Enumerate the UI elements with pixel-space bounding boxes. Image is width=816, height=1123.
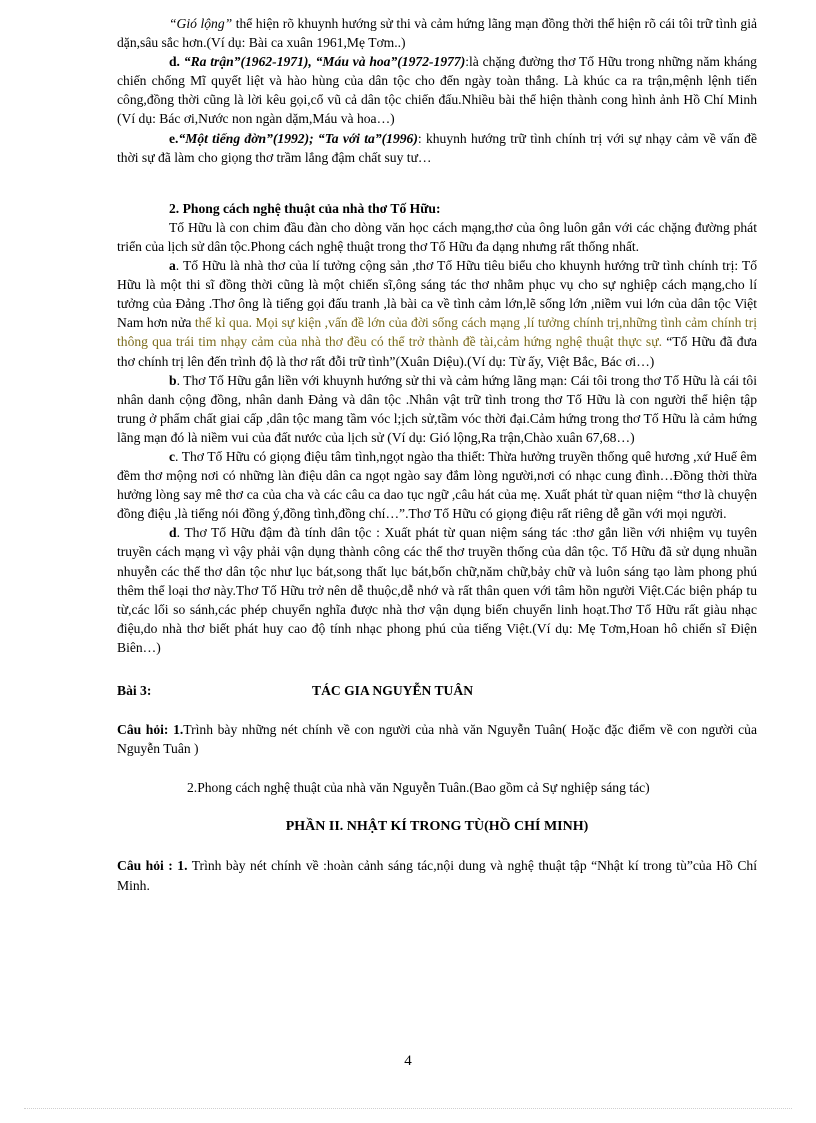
question-1 <box>117 720 757 758</box>
paragraph-gio-long <box>117 14 757 52</box>
page-number: 4 <box>404 1053 412 1069</box>
item-label: d. <box>169 54 180 70</box>
paragraph-text: : khuynh hướng trữ tình chính trị với sự nhạy cảm về vấn đề thời sự đã làm cho giọng thơ trầm lắng đậm chất suy tư… <box>117 130 757 165</box>
document-page <box>117 14 757 895</box>
paragraph-text: . Thơ Tố Hữu có giọng điệu tâm tình,ngọt ngào tha thiết: Thừa hưởng truyền thống quê hương ,xứ Huế êm đềm thơ mộng nơi có những làn điệu dân ca ngọt ngào say đắm lòng người,nơi có nhạc cung đình…Đồng thời thừa hưởng lòng say mê thơ ca của cha và các câu ca dao tục ngữ ,câu hát của mẹ. Xuất phát từ quan niệm “thơ là chuyện đồng điệu ,là tiếng nói đồng ý,đồng tình,đồng chí…”.Thơ Tố Hữu có giọng điệu rất riêng dễ gần với mọi người. <box>117 448 757 522</box>
question-label: Câu hỏi : 1. <box>117 858 188 874</box>
question-text: Trình bày nét chính về :hoàn cảnh sáng tác,nội dung và nghệ thuật tập “Nhật kí trong tù”của Hồ Chí Minh. <box>117 858 757 893</box>
question-label: Câu hỏi: 1. <box>117 722 184 738</box>
poem-title: “Một tiếng đờn”(1992); “Ta với ta”(1996) <box>178 130 418 146</box>
page-bottom-border <box>24 1108 792 1109</box>
item-label: d <box>169 525 177 541</box>
paragraph-b <box>117 371 757 447</box>
paragraph-e <box>117 129 757 167</box>
paragraph-text: . Tố Hữu là nhà thơ của lí tưởng cộng sản ,thơ Tố Hữu tiêu biểu cho khuynh hướng trữ tình chính trị: Tố Hữu là một thi sĩ đồng thời cũng là một chiến sĩ,ông sáng tác thơ nhằm phục vụ cho sự nghiệp cách mạng,cho lí tưởng của Đảng .Thơ ông là tiếng gọi đấu tranh ,là bài ca về tình cảm lớn,lẽ sống lớn ,niềm vui lớn của dân tộc Việt Nam hơn nửa <box>117 258 757 331</box>
paragraph-a <box>117 256 757 371</box>
item-label: b <box>169 372 177 388</box>
paragraph-c <box>117 447 757 523</box>
lesson-heading <box>117 681 757 700</box>
lesson-label: Bài 3: <box>117 683 152 698</box>
paragraph-text: . Thơ Tố Hữu gắn liền với khuynh hướng sử thi và cảm hứng lãng mạn: Cái tôi trong thơ Tố Hữu là cái tôi nhân danh cộng đồng, nhân danh Đảng và dân tộc .Nhân vật trữ tình trong thơ Tố Hữu là con người thể hiện tập trung ở phẩm chất giai cấp ,dân tộc mang tầm vóc l;ịch sử,tầm vóc thời đại.Cảm hứng trong thơ Tố Hữu là cảm hứng lãng mạn đó là niềm vui của đất nước của lịch sử (Ví dụ: Gió lộng,Ra trận,Chào xuân 67,68…) <box>117 372 757 445</box>
poem-title: “Gió lộng” <box>169 16 233 31</box>
paragraph-d <box>117 52 757 128</box>
question-text: Trình bày những nét chính về con người của nhà văn Nguyễn Tuân( Hoặc đặc điểm về con người của Nguyễn Tuân ) <box>117 722 757 757</box>
paragraph-text: thể hiện rõ khuynh hướng sử thi và cảm hứng lãng mạn đồng thời thể hiện rõ cái tôi trữ tình giả dặn,sâu sắc hơn.(Ví dụ: Bài ca xuân 1961,Mẹ Tơm..) <box>117 16 758 51</box>
part-title: PHẦN II. NHẬT KÍ TRONG TÙ(HỒ CHÍ MINH) <box>285 819 589 835</box>
poem-title: “Ra trận”(1962-1971), “Máu và hoa”(1972-1977) <box>183 54 466 70</box>
paragraph-text: “Tố Hữu đã đưa thơ chính trị lên đến trình độ là thơ rất đỗi trữ tình”(Xuân Diệu).(Ví dụ: Từ ấy, Việt Bắc, Bác ơi…) <box>117 334 757 369</box>
item-label: c <box>169 448 176 464</box>
section-intro: Tố Hữu là con chim đầu đàn cho dòng văn học cách mạng,thơ của ông luôn gắn với các chặng đường phát triển của lịch sử dân tộc.Phong cách nghệ thuật trong thơ Tố Hữu đa dạng nhưng rất thống nhất. <box>117 219 757 254</box>
paragraph-text: :là chặng đường thơ Tố Hữu trong những năm kháng chiến chống Mĩ quyết liệt và hào hùng của dân tộc cho đến ngày toàn thắng. Là khúc ca ra trận,mệnh lệnh tiến công,đồng thời cũng là lời kêu gọi,cổ vũ cả dân tộc chiến đấu.Nhiều bài thể hiện thành cong hình ảnh Hồ Chí Minh (Ví dụ: Bác ơi,Nước non ngàn dặm,Máu và hoa…) <box>117 54 757 127</box>
question-part2 <box>117 856 757 894</box>
item-label: a <box>169 258 176 274</box>
section-heading <box>117 199 757 218</box>
paragraph-d2 <box>117 523 757 657</box>
section-heading-text: 2. Phong cách nghệ thuật của nhà thơ Tố Hữu: <box>169 200 441 216</box>
highlighted-text: thế kỉ qua. Mọi sự kiện ,vấn đề lớn của đời sống cách mạng ,lí tưởng chính trị,những tình cảm chính trị thông qua trái tim nhạy cảm của nhà thơ đều có thể trở thành đề tài,cảm hứng nghệ thuật thực sự. <box>117 315 757 350</box>
item-label: e. <box>169 130 179 146</box>
paragraph-text: . Thơ Tố Hữu đậm đà tính dân tộc : Xuất phát từ quan niệm sáng tác :thơ gắn liền với nhiệm vụ tuyên truyền cách mạng vì vậy phải vận dụng thành công các thể thơ truyền thống của dân tộc. Tố Hữu đã sử dụng nhuần nhuyễn các thể thơ dân tộc như lục bát,song thất lục bát,bốn chữ,năm chữ,bảy chữ và luôn sáng tạo làm phong phú thêm thể loại thơ này.Thơ Tố Hữu trở nên dễ thuộc,dễ nhớ và rất thân quen với tâm hồn người Việt.Các biện pháp tu từ,các lối so sánh,các phép chuyển nghĩa được nhà thơ vận dụng biến chuyển linh hoạt.Thơ Tố Hữu rất giàu nhạc điệu,do nhà thơ biết phát huy cao độ tính nhạc phong phú của tiếng Việt.(Ví dụ: Mẹ Tơm,Hoan hô chiến sĩ Điện Biên…) <box>117 525 757 655</box>
question-2: 2.Phong cách nghệ thuật của nhà văn Nguyễn Tuân.(Bao gồm cả Sự nghiệp sáng tác) <box>187 780 650 796</box>
lesson-title: TÁC GIA NGUYỄN TUÂN <box>312 683 474 698</box>
